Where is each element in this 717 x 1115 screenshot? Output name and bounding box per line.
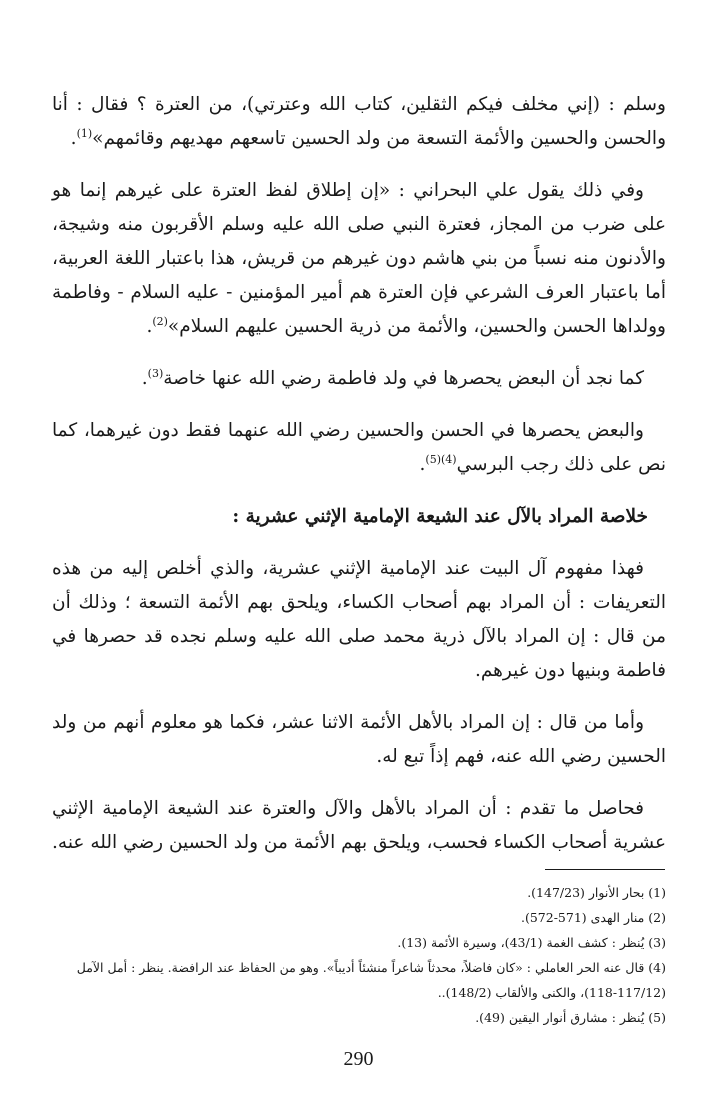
paragraph-7: فحاصل ما تقدم : أن المراد بالأهل والآل والعترة عند الشيعة الإمامية الإثني عشرية أصحاب الكساء فحسب، ويلحق بهم الأئمة من ولد الحسين رضي الله عنه.: [52, 798, 666, 853]
footnote-ref[interactable]: (4)(5): [425, 452, 457, 466]
paragraph-2: وفي ذلك يقول علي البحراني : «إن إطلاق لفظ العترة على غيرهم إنما هو على ضرب من المجاز، فعترة النبي صلى الله عليه وسلم الأقربون منه وشيجة، والأدنون منه نسباً من بني هاشم دون غيرهم من قريش، هذا باعتبار اللغة العربية، أما باعتبار العرف الشرعي فإن العترة هم أمير المؤمنين - عليه السلام - وفاطمة وولداها الحسن والحسين، والأئمة من ذرية الحسين عليهم السلام»$^{(2)}$.: [52, 180, 666, 337]
footnote-ref[interactable]: (1): [76, 126, 93, 140]
page-body: [52, 88, 666, 878]
paragraph-5: فهذا مفهوم آل البيت عند الإمامية الإثني عشرية، والذي أخلص إليه من هذه التعريفات : أن المراد بهم أصحاب الكساء، ويلحق بهم الأئمة التسعة ؛ وذلك أن من قال : إن المراد بالآل ذرية محمد صلى الله عليه وسلم نجده قد حصرها في فاطمة وبنيها دون غيرهم.: [52, 558, 666, 681]
page-number: 290: [343, 1048, 374, 1070]
footnote-ref[interactable]: (2): [152, 314, 168, 328]
footnote-1: (1) بحار الأنوار (147/23).: [527, 885, 666, 900]
footnote-5: (5) يُنظر : مشارق أنوار اليقين (49).: [475, 1010, 666, 1025]
paragraph-6: وأما من قال : إن المراد بالأهل الأئمة الاثنا عشر، فكما هو معلوم أنهم من ولد الحسين رضي الله عنه، فهم إذاً تبع له.: [52, 712, 666, 767]
paragraph-1: وسلم : (إني مخلف فيكم الثقلين، كتاب الله وعترتي)، من العترة ؟ فقال : أنا والحسن والحسين والأئمة التسعة من ولد الحسين تاسعهم مهديهم وقائمهم»$^{(1)}$.: [52, 94, 666, 149]
paragraph-3: كما نجد أن البعض يحصرها في ولد فاطمة رضي الله عنها خاصة$^{(3)}$.: [141, 366, 644, 389]
footnote-divider: [545, 869, 665, 870]
section-heading: خلاصة المراد بالآل عند الشيعة الإمامية الإثني عشرية :: [232, 506, 648, 527]
paragraph-4: والبعض يحصرها في الحسن والحسين رضي الله عنهما فقط دون غيرهما، كما نص على ذلك رجب البرسي$^{(4)(5)}$.: [52, 420, 666, 475]
footnote-4: (4) قال عنه الحر العاملي : «كان فاضلاً، محدثاً شاعراً منشئاً أديباً». وهو من الحفاظ عند الرافضة. ينظر : أمل الآمل (117/12-118)، والكنى والألقاب (148/2)..: [76, 960, 666, 1000]
footnote-2: (2) منار الهدى (571-572).: [520, 910, 666, 925]
footnote-ref[interactable]: (3): [147, 366, 164, 380]
footnotes: [52, 880, 666, 1030]
footnote-3: (3) يُنظر : كشف الغمة (43/1)، وسيرة الأئمة (13).: [397, 935, 666, 950]
